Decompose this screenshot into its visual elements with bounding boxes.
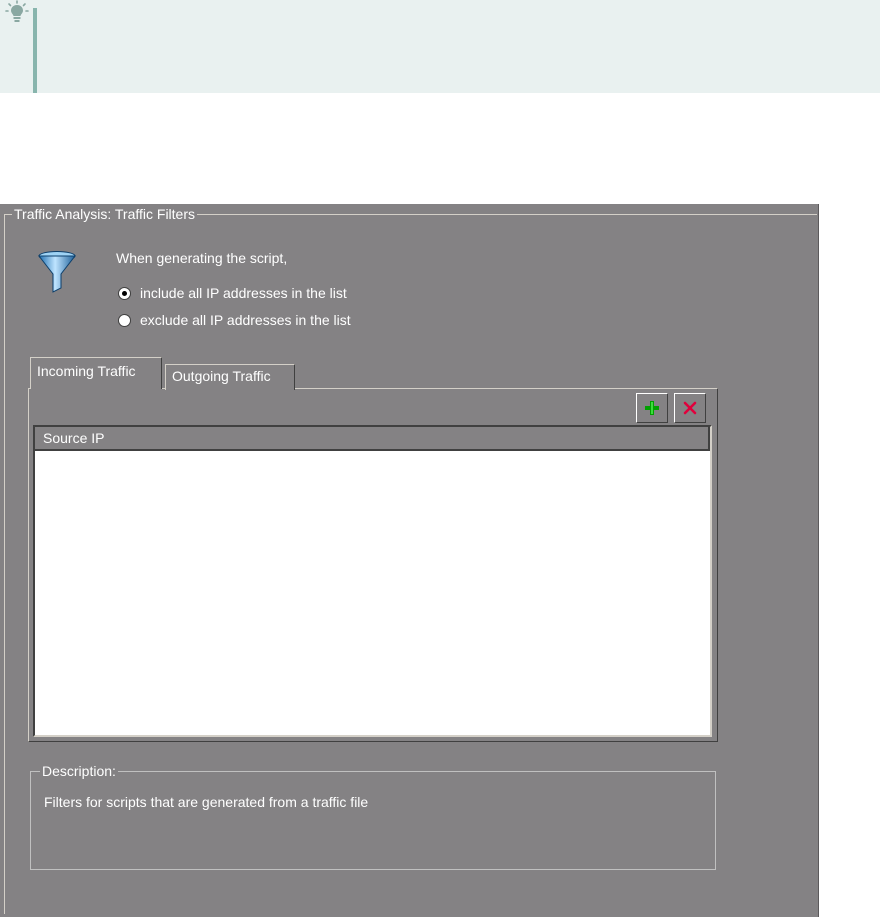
x-icon [681,399,699,417]
exclude-ip-option[interactable] [118,310,351,330]
traffic-filters-panel [0,204,819,917]
lightbulb-icon [4,0,30,26]
tip-note [0,0,880,93]
include-ip-option[interactable] [118,283,347,303]
note-accent-bar [33,8,37,93]
exclude-radio-label: exclude all IP addresses in the list [140,312,351,328]
add-ip-button[interactable] [636,393,668,423]
tab-incoming-traffic[interactable]: Incoming Traffic [30,357,162,389]
column-header-source-ip[interactable]: Source IP [35,427,710,451]
description-title: Description: [42,763,116,779]
tab-outgoing-traffic[interactable]: Outgoing Traffic [165,364,295,390]
description-text: Filters for scripts that are generated from a traffic file [44,794,369,810]
source-ip-list[interactable] [33,425,712,737]
generation-prompt: When generating the script, [116,250,288,266]
panel-title: Traffic Analysis: Traffic Filters [14,206,196,222]
include-radio[interactable] [118,287,131,300]
exclude-radio[interactable] [118,314,131,327]
include-radio-label: include all IP addresses in the list [140,285,347,301]
remove-ip-button[interactable] [674,393,706,423]
plus-icon [643,399,661,417]
funnel-filter-icon [37,250,77,296]
description-group [30,771,716,870]
